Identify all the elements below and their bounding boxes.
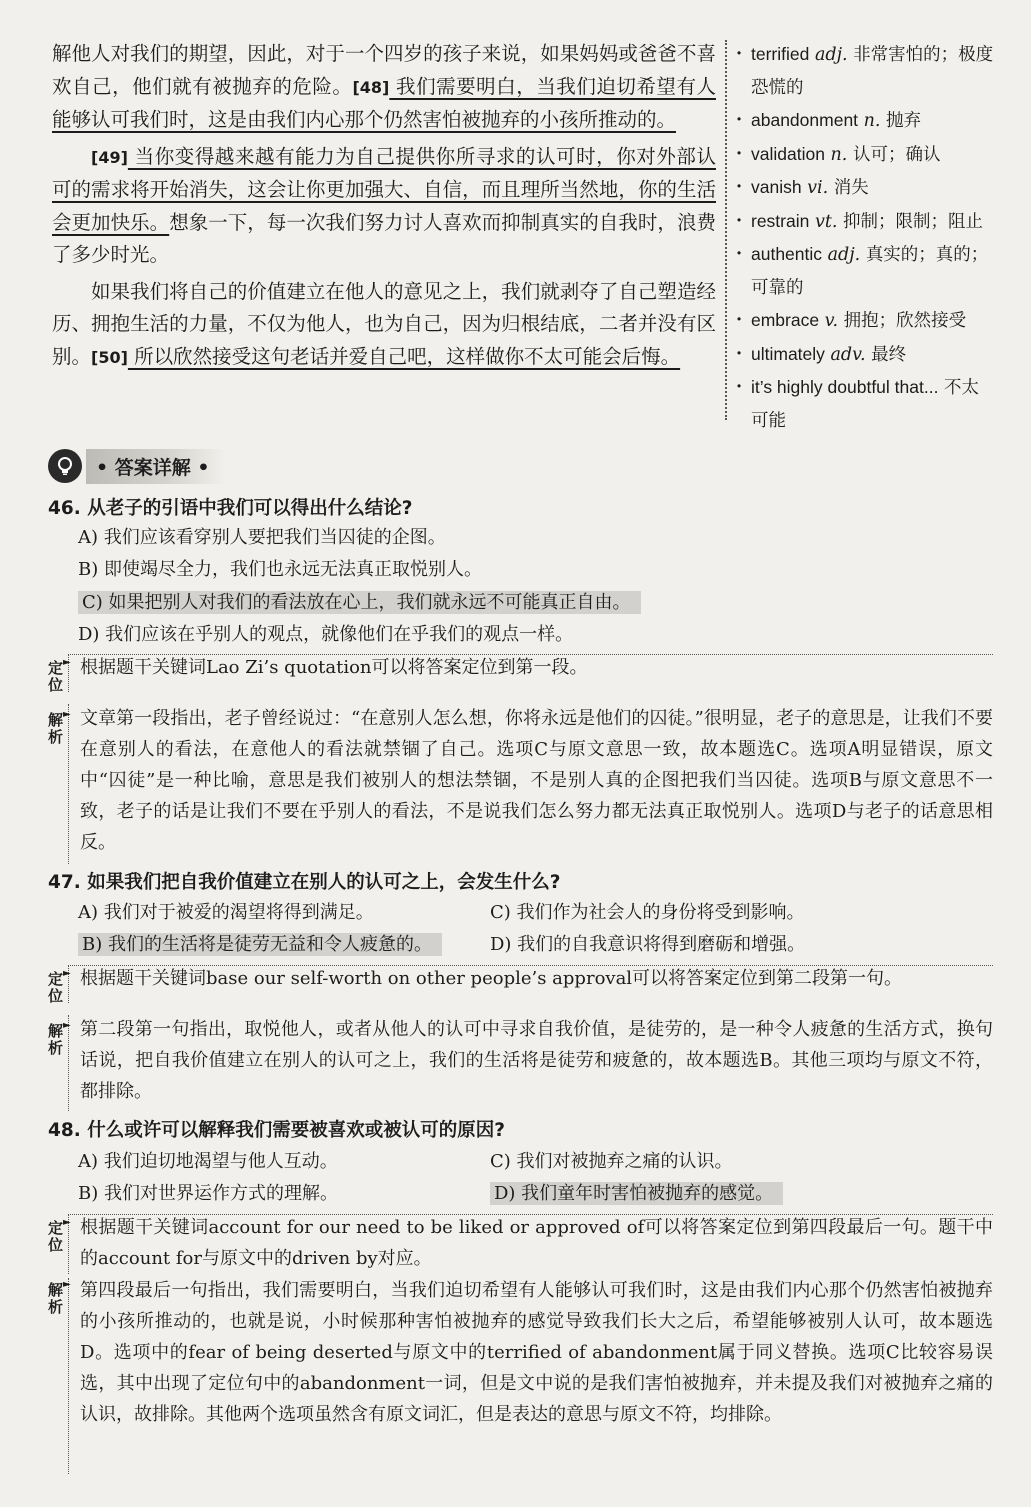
underlined-sentence-50: 所以欣然接受这句老话并爱自己吧，这样做你不太可能会后悔。	[127, 344, 681, 368]
analysis-text: 第四段最后一句指出，我们需要明白，当我们迫切希望有人能够认可我们时，这是由我们内心那个仍然害怕被抛弃的小孩所推动的，也就是说，小时候那种害怕被抛弃的感觉导致我们长大之后，希望能够被别人认可，故本题选D。选项中的fear of being deserted与原文中的terrified of abandonment属于同义替换。选项C比较容易误选，其中出现了定位句中的abandonment一词，但是文中说的是我们害怕被抛弃，并未提及我们对被抛弃之痛的认识，故排除。其他两个选项虽然含有原文词汇，但是表达的意思与原文不符，均排除。	[80, 1280, 993, 1425]
question-marker-48: [48]	[352, 77, 390, 97]
underlined-sentence-49: 当你变得越来越有能力为自己提供你所寻求的认可时，你对外部认可的需求将开始消失，这会让你更加强大、自信，而且理所当然地，你的生活会更加快乐。	[52, 144, 716, 234]
arrow-icon: ►	[63, 1020, 71, 1031]
q46-option-c	[78, 589, 641, 617]
q46-explanation	[48, 652, 993, 864]
question-46-stem: 46. 从老子的引语中我们可以得出什么结论?	[48, 498, 413, 519]
q47-option-d: D) 我们的自我意识将得到磨砺和增强。	[490, 934, 806, 955]
column-divider	[725, 40, 727, 420]
locate-label: 定位	[48, 970, 64, 1005]
passage-paragraph-2: [49] 当你变得越来越有能力为自己提供你所寻求的认可时，你对外部认可的需求将开始消失，这会让你更加强大、自信，而且理所当然地，你的生活会更加快乐。想象一下，每一次我们努力讨人喜欢而抑制真实的自我时，浪费了多少时光。	[52, 144, 716, 266]
vocab-item: · it’s highly doubtful that... 不太可能	[733, 371, 995, 437]
locate-label: 定位	[48, 1219, 64, 1254]
q47-option-b	[78, 931, 442, 959]
question-marker-50: [50]	[91, 347, 128, 367]
q48-explanation	[48, 1212, 993, 1482]
answers-header	[48, 446, 226, 486]
passage-paragraph-1: 解他人对我们的期望，因此，对于一个四岁的孩子来说，如果妈妈或爸爸不喜欢自己，他们就有被抛弃的危险。[48] 我们需要明白，当我们迫切希望有人能够认可我们时，这是由我们内心那个仍然害怕被抛弃的小孩所推动的。	[52, 42, 716, 131]
analysis-text: 第二段第一句指出，取悦他人，或者从他人的认可中寻求自我价值，是徒劳的，是一种令人疲惫的生活方式，换句话说，把自我价值建立在别人的认可之上，我们的生活将是徒劳和疲惫的，故本题选B。其他三项均与原文不符，都排除。	[80, 1019, 993, 1102]
arrow-icon: ►	[63, 657, 71, 668]
highlighted-answer: C) 如果把别人对我们的看法放在心上，我们就永远不可能真正自由。	[78, 591, 641, 614]
q48-option-c: C) 我们对被抛弃之痛的认识。	[490, 1151, 733, 1172]
highlighted-answer: B) 我们的生活将是徒劳无益和令人疲惫的。	[78, 933, 442, 956]
analysis-label: 解析	[48, 1281, 64, 1316]
question-marker-49: [49]	[91, 147, 128, 167]
vocab-item: · authentic adj. 真实的；真的；可靠的	[733, 238, 995, 304]
vocab-item: · vanish vi. 消失	[733, 171, 995, 205]
arrow-icon: ►	[63, 709, 71, 720]
q48-option-b: B) 我们对世界运作方式的理解。	[78, 1183, 338, 1204]
q47-explanation	[48, 963, 993, 1111]
vocab-item: · ultimately adv. 最终	[733, 338, 995, 372]
q47-option-a: A) 我们对于被爱的渴望将得到满足。	[78, 902, 374, 923]
answers-title: • 答案详解 •	[86, 449, 226, 484]
arrow-icon: ►	[63, 1217, 71, 1228]
arrow-icon: ►	[63, 1279, 71, 1290]
vocab-item: · restrain vt. 抑制；限制；阻止	[733, 205, 995, 239]
question-47-stem: 47. 如果我们把自我价值建立在别人的认可之上，会发生什么?	[48, 872, 561, 893]
analysis-label: 解析	[48, 711, 64, 746]
analysis-label: 解析	[48, 1022, 64, 1057]
question-48-stem: 48. 什么或许可以解释我们需要被喜欢或被认可的原因?	[48, 1120, 505, 1141]
passage	[52, 38, 716, 374]
vocab-item: · terrified adj. 非常害怕的；极度恐慌的	[733, 38, 995, 104]
locate-text: 根据题干关键词Lao Zi’s quotation可以将答案定位到第一段。	[80, 657, 588, 678]
locate-label: 定位	[48, 659, 64, 694]
q46-option-b: B) 即使竭尽全力，我们也永远无法真正取悦别人。	[78, 559, 482, 580]
locate-text: 根据题干关键词account for our need to be liked or approved of可以将答案定位到第四段最后一句。题干中的account for与原文中的driven by对应。	[80, 1217, 993, 1269]
q48-option-a: A) 我们迫切地渴望与他人互动。	[78, 1151, 338, 1172]
q46-option-a: A) 我们应该看穿别人要把我们当囚徒的企图。	[78, 527, 446, 548]
arrow-icon: ►	[63, 968, 71, 979]
vocab-item: · validation n. 认可；确认	[733, 138, 995, 172]
highlighted-answer: D) 我们童年时害怕被抛弃的感觉。	[490, 1182, 783, 1205]
vocabulary-list	[733, 38, 995, 437]
q46-option-d: D) 我们应该在乎别人的观点，就像他们在乎我们的观点一样。	[78, 624, 574, 645]
analysis-text: 文章第一段指出，老子曾经说过：“在意别人怎么想，你将永远是他们的囚徒。”很明显，老子的意思是，让我们不要在意别人的看法，在意他人的看法就禁锢了自己。选项C与原文意思一致，故本题选C。选项A明显错误，原文中“囚徒”是一种比喻，意思是我们被别人的想法禁锢，不是别人真的企图把我们当囚徒。选项B与原文意思不一致，老子的话是让我们不要在乎别人的看法，不是说我们怎么努力都无法真正取悦别人。选项D与老子的话意思相反。	[80, 708, 993, 853]
lightbulb-icon	[48, 449, 82, 483]
vocab-item: · embrace v. 拥抱；欣然接受	[733, 304, 995, 338]
passage-paragraph-3: 如果我们将自己的价值建立在他人的意见之上，我们就剥夺了自己塑造经历、拥抱生活的力量，不仅为他人，也为自己，因为归根结底，二者并没有区别。[50] 所以欣然接受这句老话并爱自己吧，这样做你不太可能会后悔。	[52, 279, 716, 368]
q48-option-d	[490, 1180, 783, 1208]
q47-option-c: C) 我们作为社会人的身份将受到影响。	[490, 902, 805, 923]
vocab-item: · abandonment n. 抛弃	[733, 104, 995, 138]
underlined-sentence-48: 我们需要明白，当我们迫切希望有人能够认可我们时，这是由我们内心那个仍然害怕被抛弃的小孩所推动的。	[52, 74, 716, 131]
locate-text: 根据题干关键词base our self-worth on other people’s approval可以将答案定位到第二段第一句。	[80, 968, 903, 989]
